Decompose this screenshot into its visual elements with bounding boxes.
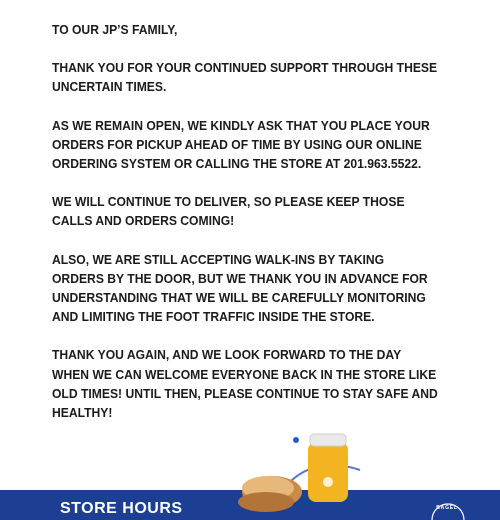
letter-salutation: TO OUR JP’S FAMILY,: [52, 22, 178, 37]
letter-body: [52, 20, 438, 441]
letter-paragraph-4: ALSO, WE ARE STILL ACCEPTING WALK-INS BY TAKING ORDERS BY THE DOOR, BUT WE THANK YOU IN ADVANCE FOR UNDERSTANDING THAT WE WILL BE CAREFULLY MONITORING AND LIMITING THE FOOT TRAFFIC INSIDE THE STORE.: [52, 251, 428, 325]
bagel-sandwich-image: [230, 430, 370, 520]
letter-paragraph-1: THANK YOU FOR YOUR CONTINUED SUPPORT THROUGH THESE UNCERTAIN TIMES.: [52, 60, 438, 95]
bagel-icon: [238, 476, 302, 512]
letter-paragraph-3: WE WILL CONTINUE TO DELIVER, SO PLEASE KEEP THOSE CALLS AND ORDERS COMING!: [52, 194, 405, 229]
letter-paragraph-5: THANK YOU AGAIN, AND WE LOOK FORWARD TO THE DAY WHEN WE CAN WELCOME EVERYONE BACK IN THE STORE LIKE OLD TIMES! UNTIL THEN, PLEASE CONTINUE TO STAY SAFE AND HEALTHY!: [52, 347, 438, 421]
iced-drink-icon: [308, 434, 348, 502]
letter-paragraph-2: AS WE REMAIN OPEN, WE KINDLY ASK THAT YOU PLACE YOUR ORDERS FOR PICKUP AHEAD OF TIME BY USING OUR ONLINE ORDERING SYSTEM OR CALLING THE STORE AT 201.963.5522.: [52, 117, 430, 172]
logo-text: BAGEL: [436, 505, 458, 511]
store-hours-heading: STORE HOURS: [60, 500, 183, 517]
